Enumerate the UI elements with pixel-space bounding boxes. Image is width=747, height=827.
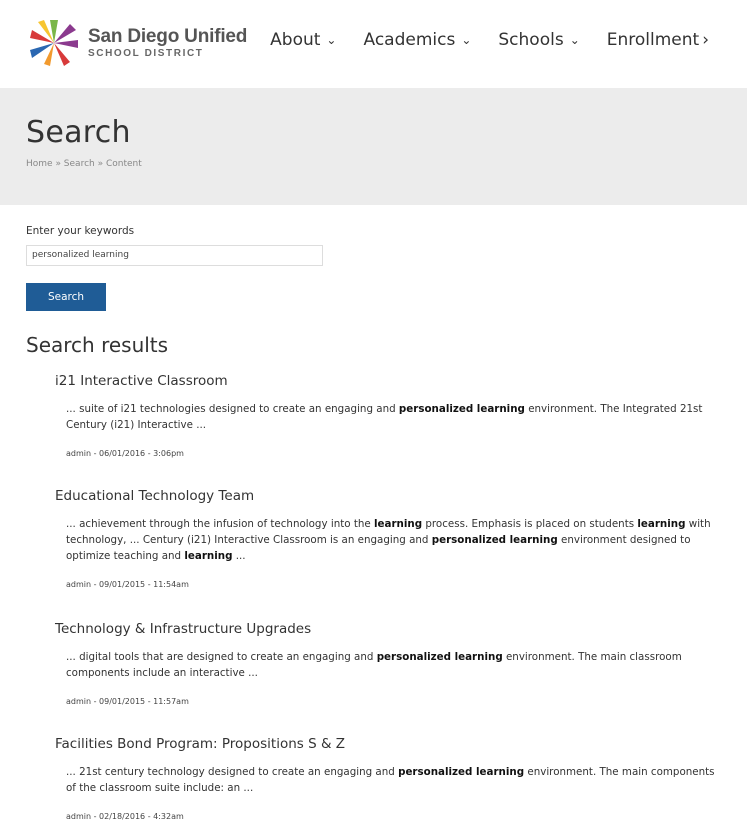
result-item [55,619,715,734]
chevron-down-icon: ⌄ [461,33,472,47]
district-logo[interactable] [28,18,247,68]
highlighted-term: personalized learning [398,766,525,778]
nav-about[interactable] [270,30,336,50]
highlighted-term: personalized learning [376,651,503,663]
result-title[interactable]: Technology & Infrastructure Upgrades [55,621,312,637]
result-title[interactable]: Educational Technology Team [55,488,255,504]
breadcrumb[interactable]: Home » Search » Content [26,159,142,169]
snippet-text: environment. The Integrated 21st Century (i21) Interactive ... [66,403,703,431]
site-header [0,0,747,88]
snippet-text: environment. The main classroom components include an interactive ... [66,651,682,679]
highlighted-term: personalized learning [398,403,525,415]
highlighted-term: personalized learning [431,534,558,546]
highlighted-term: learning [637,518,686,530]
result-item [55,371,715,486]
result-title[interactable]: Facilities Bond Program: Propositions S & Z [55,736,346,752]
nav-schools[interactable] [498,30,579,50]
result-snippet [66,649,715,681]
result-meta: admin - 09/01/2015 - 11:57am [66,697,189,706]
results-list [55,371,715,821]
nav-academics-label: Academics [363,30,456,50]
results-heading: Search results [26,333,169,357]
snippet-text: with technology, ... Century (i21) Interactive Classroom is an engaging and [66,518,711,546]
result-snippet [66,764,715,796]
keywords-label: Enter your keywords [26,225,135,237]
highlighted-term: learning [374,518,423,530]
page-title: Search [26,115,131,150]
search-button[interactable]: Search [26,283,106,311]
highlighted-term: learning [184,550,233,562]
search-input[interactable]: personalized learning [26,245,323,266]
result-item [55,734,715,821]
snippet-text: process. Emphasis is placed on students [422,518,638,530]
snippet-text: ... digital tools that are designed to create an engaging and [66,651,377,663]
result-snippet [66,516,715,564]
search-form [0,205,747,325]
result-meta: admin - 06/01/2016 - 3:06pm [66,449,184,458]
logo-subtitle: SCHOOL DISTRICT [88,48,204,59]
result-meta: admin - 09/01/2015 - 11:54am [66,580,189,589]
nav-academics[interactable] [363,30,471,50]
page-hero [0,88,747,205]
nav-enrollment-label: Enrollment [606,30,700,50]
snippet-text: ... achievement through the infusion of technology into the [66,518,374,530]
result-snippet [66,401,715,433]
chevron-down-icon: ⌄ [326,33,337,47]
snippet-text: environment. The main components of the classroom suite include: an ... [66,766,715,794]
logo-name: San Diego Unified [88,26,248,47]
snippet-text: environment designed to optimize teaching and [66,534,691,562]
chevron-down-icon: ⌄ [569,33,580,47]
chevron-right-icon: › [702,30,709,50]
main-nav [270,30,709,50]
star-logo-icon [28,18,80,68]
result-meta: admin - 02/18/2016 - 4:32am [66,812,184,821]
nav-schools-label: Schools [498,30,564,50]
result-item [55,486,715,619]
result-title[interactable]: i21 Interactive Classroom [55,373,228,389]
snippet-text: ... 21st century technology designed to create an engaging and [66,766,399,778]
snippet-text: ... suite of i21 technologies designed to create an engaging and [66,403,399,415]
snippet-text: ... [232,550,246,562]
nav-enrollment[interactable] [607,30,709,50]
nav-about-label: About [270,30,321,50]
